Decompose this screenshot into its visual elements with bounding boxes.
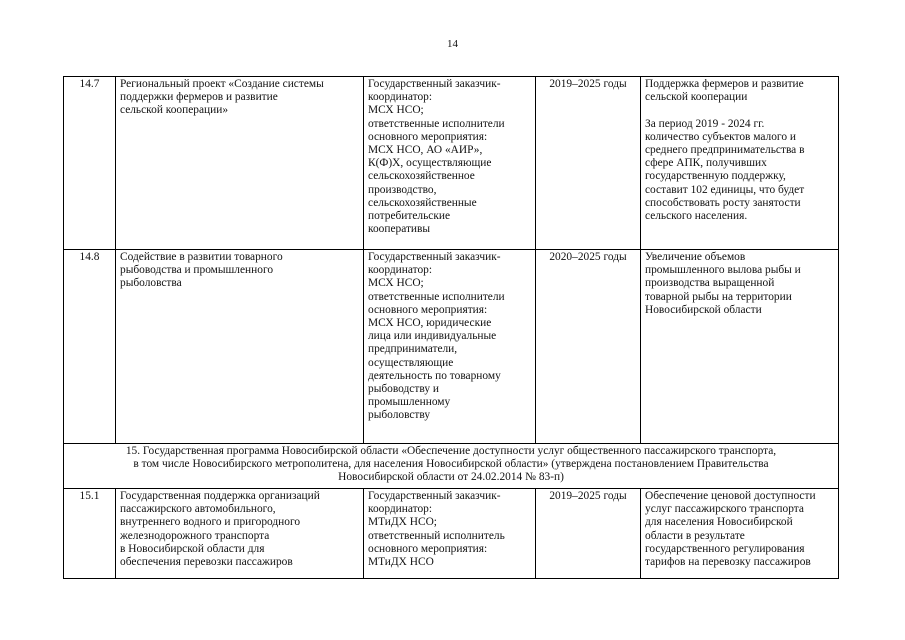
table-row: [64, 489, 839, 579]
period-cell: 2019–2025 годы: [536, 77, 641, 250]
activity-name: Государственная поддержка организаций пассажирского автомобильного, внутреннего водного и пригородного железнодорожного транспорта в Новосибирской области для обеспечения перевозки пассажиров: [116, 489, 364, 579]
executor-cell: Государственный заказчик- координатор: МСХ НСО; ответственные исполнители основного мероприятия: МСХ НСО, АО «АИР», К(Ф)Х, осуществляющие сельскохозяйственное производство, сельскохозяйственные потребительские кооперативы: [364, 77, 536, 250]
activities-table: [63, 76, 839, 579]
activity-name: Региональный проект «Создание системы поддержки фермеров и развитие сельской кооперации»: [116, 77, 364, 250]
result-cell: Увеличение объемов промышленного вылова рыбы и производства выращенной товарной рыбы на территории Новосибирской области: [641, 250, 839, 444]
section-heading: 15. Государственная программа Новосибирской области «Обеспечение доступности услуг общественного пассажирского транспорта, в том числе Новосибирского метрополитена, для населения Новосибирской области» (утверждена постановлением Правительства Новосибирской области от 24.02.2014 № 83-п): [64, 444, 839, 489]
page-number: 14: [447, 38, 458, 50]
row-number: 15.1: [64, 489, 116, 579]
executor-cell: Государственный заказчик- координатор: МСХ НСО; ответственные исполнители основного мероприятия: МСХ НСО, юридические лица или индивидуальные предприниматели, осуществляющие деятельность по товарному рыбоводству и промышленному рыболовству: [364, 250, 536, 444]
row-number: 14.7: [64, 77, 116, 250]
table-row: [64, 250, 839, 444]
row-number: 14.8: [64, 250, 116, 444]
result-cell: Обеспечение ценовой доступности услуг пассажирского транспорта для населения Новосибирской области в результате государственного регулирования тарифов на перевозку пассажиров: [641, 489, 839, 579]
period-cell: 2019–2025 годы: [536, 489, 641, 579]
period-cell: 2020–2025 годы: [536, 250, 641, 444]
table-row: [64, 77, 839, 250]
executor-cell: Государственный заказчик- координатор: МТиДХ НСО; ответственный исполнитель основного мероприятия: МТиДХ НСО: [364, 489, 536, 579]
section-heading-row: [64, 444, 839, 489]
activity-name: Содействие в развитии товарного рыбоводства и промышленного рыболовства: [116, 250, 364, 444]
result-cell: Поддержка фермеров и развитие сельской кооперации За период 2019 - 2024 гг. количество субъектов малого и среднего предпринимательства в сфере АПК, получивших государственную поддержку, составит 102 единицы, что будет способствовать росту занятости сельского населения.: [641, 77, 839, 250]
